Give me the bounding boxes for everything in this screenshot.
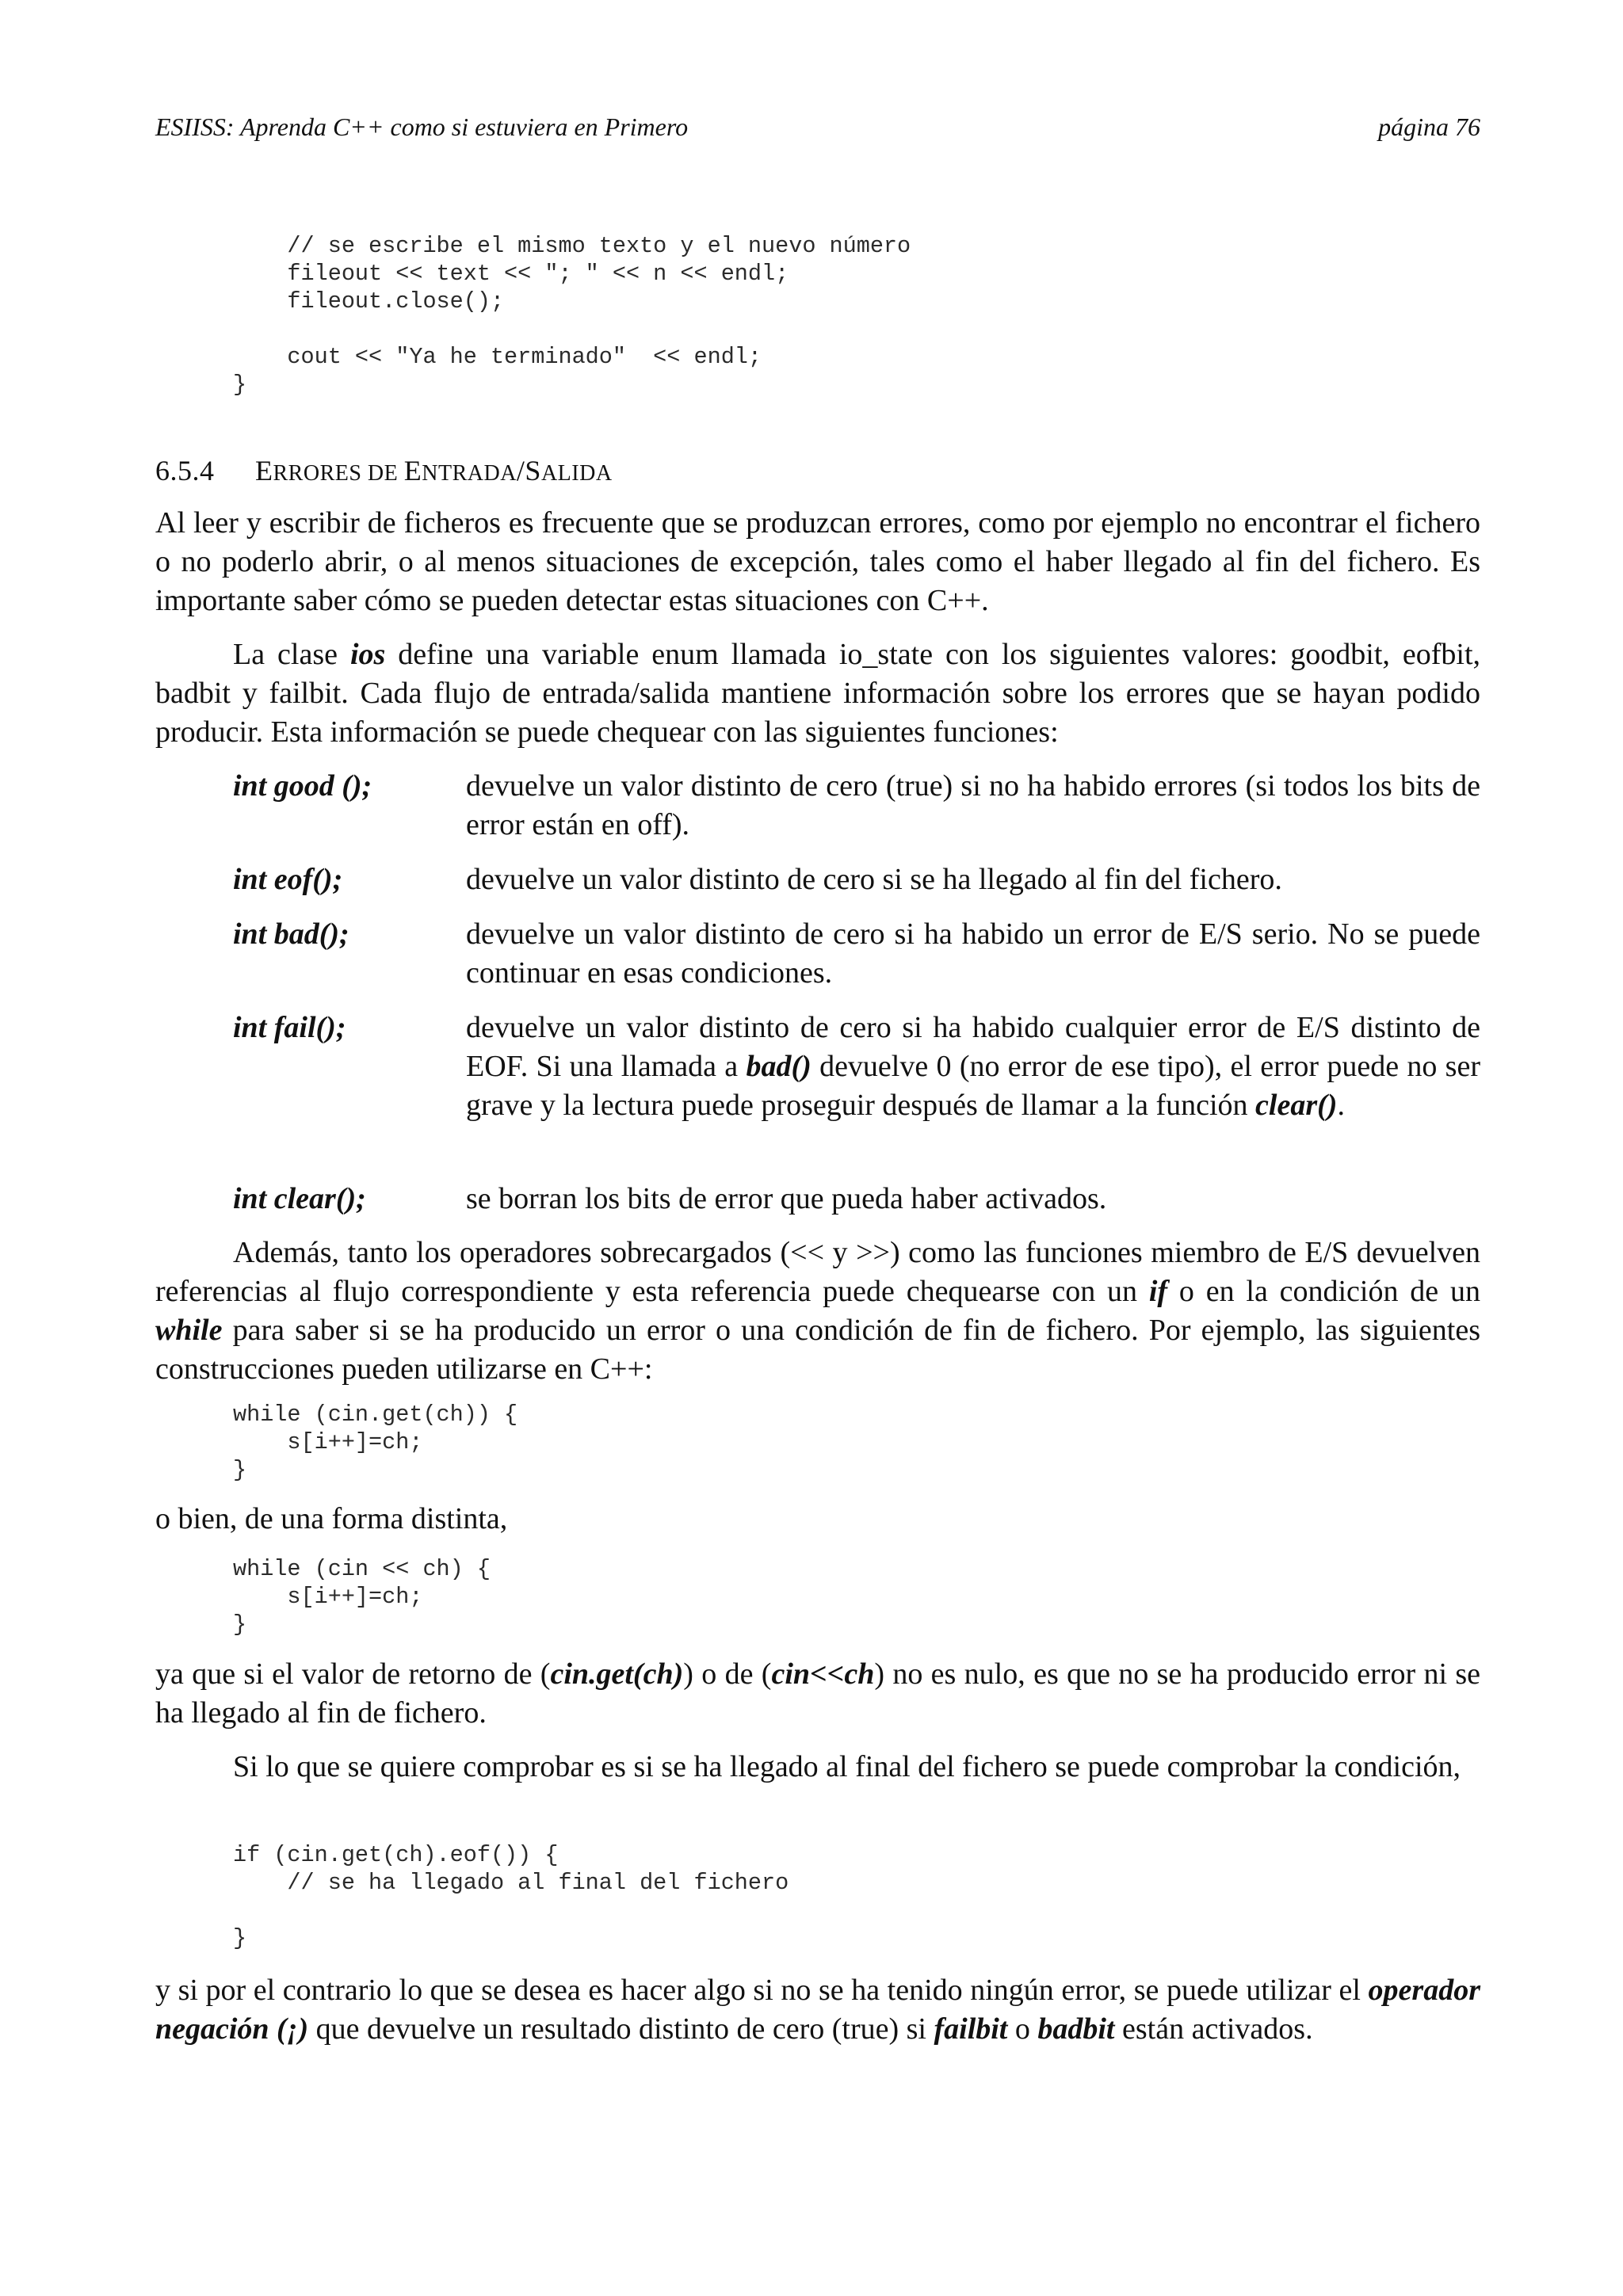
code-line: } [233, 372, 247, 398]
code-line: // se ha llegado al final del fichero [233, 1870, 789, 1896]
code-line: cout << "Ya he terminado" << endl; [233, 344, 762, 370]
function-name: int bad(); [233, 917, 349, 951]
code-block-while-stream [233, 1555, 1558, 1638]
ios-term: ios [349, 638, 386, 671]
function-item-bad [233, 915, 1480, 1009]
paragraph-operators: Además, tanto los operadores sobrecargados (<< y >>) como las funciones miembro de E/S devuelven referencias al flujo correspondiente y esta referencia puede chequearse con un if o en la condición de un while para saber si se ha producido un error o una condición de fin de fichero. Por ejemplo, las siguientes construcciones pueden utilizarse en C++: [155, 1236, 1480, 1386]
function-description: devuelve un valor distinto de cero si ha habido cualquier error de E/S distinto de EOF. Si una llamada a bad() devuelve 0 (no error de ese tipo), el error puede no ser grave y la lectura puede proseguir después de llamar a la función clear(). [466, 1011, 1480, 1122]
function-name: int fail(); [233, 1011, 346, 1044]
code-line: } [233, 1925, 247, 1951]
code-line: } [233, 1457, 247, 1483]
function-name: int good (); [233, 769, 372, 803]
code-line: fileout.close(); [233, 288, 505, 315]
page-header [155, 113, 1480, 147]
code-line: } [233, 1611, 247, 1638]
code-line: fileout << text << "; " << n << endl; [233, 261, 789, 287]
paragraph-negation: y si por el contrario lo que se desea es hacer algo si no se ha tenido ningún error, se puede utilizar el operador negación (¡) que devuelve un resultado distinto de cero (true) si failbit o badbit están activados. [155, 1974, 1480, 2046]
function-name: int eof(); [233, 863, 343, 896]
code-line [233, 1897, 1558, 1924]
function-description: devuelve un valor distinto de cero si ha habido un error de E/S serio. No se puede continuar en esas condiciones. [466, 917, 1480, 990]
code-line: if (cin.get(ch).eof()) { [233, 1842, 559, 1868]
code-line: // se escribe el mismo texto y el nuevo número [233, 233, 911, 259]
code-line: s[i++]=ch; [233, 1429, 423, 1455]
section-heading [155, 454, 1480, 487]
code-block-top [233, 232, 1558, 399]
code-line: while (cin << ch) { [233, 1556, 491, 1582]
function-item-clear [233, 1180, 1480, 1227]
code-line: while (cin.get(ch)) { [233, 1402, 518, 1428]
code-line: s[i++]=ch; [233, 1584, 423, 1610]
function-item-good [233, 767, 1480, 860]
function-list [233, 767, 1480, 1227]
section-title: ERRORES DE ENTRADA/SALIDA [255, 455, 613, 486]
code-block-while-get [233, 1401, 1558, 1484]
paragraph-return-value: ya que si el valor de retorno de (cin.get(ch)) o de (cin<<ch) no es nulo, es que no se ha producido error ni se ha llegado al fin de fichero. [155, 1657, 1480, 1730]
function-description: devuelve un valor distinto de cero (true) si no ha habido errores (si todos los bits de error están en off). [466, 769, 1480, 841]
paragraph-ios: La clase ios define una variable enum llamada io_state con los siguientes valores: goodbit, eofbit, badbit y failbit. Cada flujo de entrada/salida mantiene información sobre los errores que se hayan podido producir. Esta información se puede chequear con las siguientes funciones: [155, 638, 1480, 749]
function-item-eof [233, 860, 1480, 915]
paragraph-alternative: o bien, de una forma distinta, [155, 1502, 508, 1535]
section-number: 6.5.4 [155, 455, 215, 486]
paragraph-eof-check: Si lo que se quiere comprobar es si se ha llegado al final del fichero se puede comprobar la condición, [233, 1750, 1461, 1783]
function-item-fail [233, 1009, 1480, 1180]
code-block-eof [233, 1841, 1558, 1952]
header-title: ESIISS: Aprenda C++ como si estuviera en Primero [155, 113, 689, 141]
paragraph-intro: Al leer y escribir de ficheros es frecuente que se produzcan errores, como por ejemplo no encontrar el fichero o no poderlo abrir, o al menos situaciones de excepción, tales como el haber llegado al fin del fichero. Es importante saber cómo se pueden detectar estas situaciones con C++. [155, 506, 1480, 617]
function-description: se borran los bits de error que pueda haber activados. [466, 1182, 1107, 1215]
page-number: página 76 [1378, 113, 1480, 141]
function-description: devuelve un valor distinto de cero si se ha llegado al fin del fichero. [466, 863, 1282, 896]
function-name: int clear(); [233, 1182, 366, 1215]
code-line [233, 315, 1558, 343]
